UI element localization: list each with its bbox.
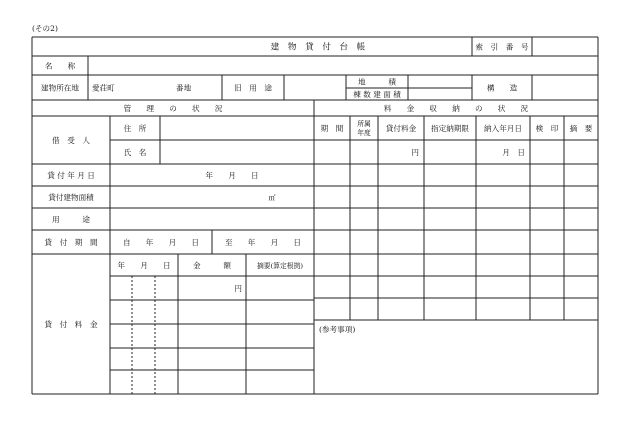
structure-label: 構 造 [486, 83, 518, 93]
col-payment-date: 納入年月日 [484, 124, 522, 133]
management-section-header: 管 理 の 状 況 [123, 104, 223, 113]
rent-yen-unit: 円 [411, 148, 419, 157]
fee-table-basis-header: 摘要(算定根拠) [256, 262, 304, 270]
lease-period-from: 自 年 月 日 [123, 238, 199, 247]
use-label: 用 途 [52, 215, 90, 224]
payment-month-day: 月 日 [502, 148, 525, 157]
lease-area-label: 貸付建物面積 [48, 193, 94, 202]
person-name-label: 氏 名 [123, 148, 147, 157]
building-area-label: 棟 数 建 面 積 [353, 90, 401, 99]
sheet-number: (その2) [32, 24, 58, 33]
col-due-date: 指定納期限 [431, 124, 469, 133]
form-title: 建 物 貸 付 台 帳 [270, 42, 366, 53]
land-area-label: 地 積 [358, 77, 396, 87]
address-label: 住 所 [123, 124, 147, 133]
fee-table-amount-header: 金 額 [193, 261, 231, 270]
notes-label: (参考事項) [319, 325, 356, 334]
lease-period-label: 貸 付 期 間 [44, 238, 98, 247]
location-lot: 番地 [176, 83, 192, 93]
lease-date-value: 年 月 日 [205, 171, 259, 180]
col-remarks: 摘 要 [569, 124, 593, 133]
name-label: 名 称 [44, 61, 76, 71]
borrower-label: 借 受 人 [52, 136, 90, 145]
former-use-label: 旧 用 途 [234, 83, 272, 93]
area-unit: ㎡ [268, 194, 276, 202]
lease-date-label: 貸 付 年 月 日 [47, 171, 95, 180]
fee-table-yen-unit: 円 [234, 284, 242, 293]
fee-table-date-header: 年 月 日 [117, 261, 171, 270]
col-inspection: 検 印 [535, 124, 559, 133]
col-fiscal-year-2: 年度 [357, 129, 371, 137]
col-fiscal-year-1: 所属 [357, 120, 371, 128]
location-label: 建物所在地 [41, 83, 79, 93]
col-rent-amount: 貸付料金 [385, 124, 417, 133]
col-period: 期 間 [320, 124, 344, 133]
location-town: 愛荘町 [92, 83, 115, 93]
lease-fee-label: 貸 付 料 金 [44, 320, 98, 329]
lease-period-to: 至 年 月 日 [225, 238, 301, 247]
index-number-label: 索 引 番 号 [475, 42, 529, 52]
fee-section-header: 料 金 収 納 の 状 況 [383, 104, 529, 113]
